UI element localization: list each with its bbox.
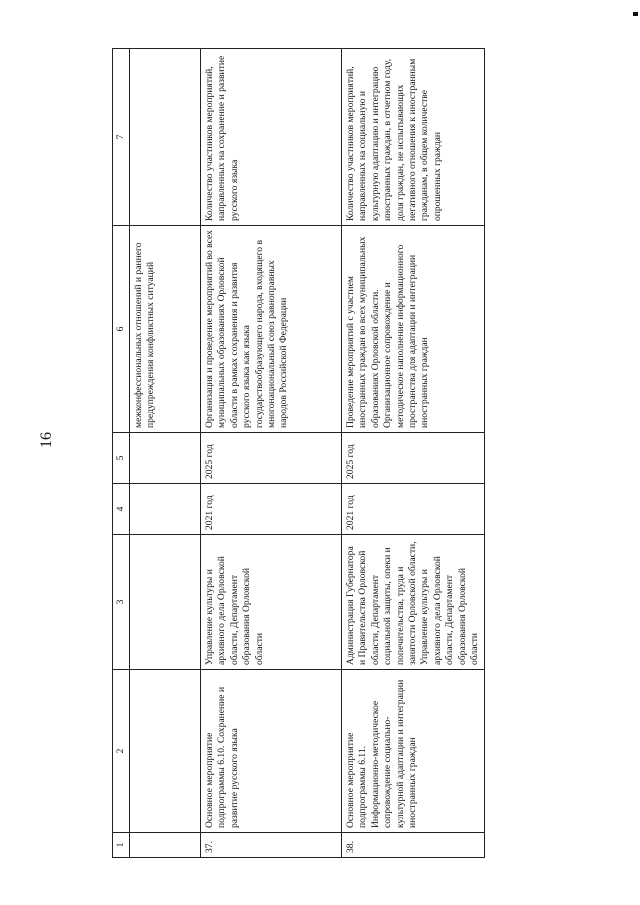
cell-description: межконфессиональных отношений и раннего предупреждения конфликтных ситуаций xyxy=(130,226,201,433)
cell-empty xyxy=(130,433,201,484)
cell-event: Основное мероприятие подпрограммы 6.10. Сохранение и развитие русского языка xyxy=(201,670,342,833)
cell-executor: Управление культуры и архивного дела Орловской области, Департамент образования Орловской области xyxy=(201,535,342,670)
cell-start-year: 2021 год xyxy=(342,484,485,535)
table-row xyxy=(342,49,485,858)
column-header-7: 7 xyxy=(113,49,130,226)
rotated-table-container xyxy=(112,48,481,858)
column-header-1: 1 xyxy=(113,833,130,858)
column-header-5: 5 xyxy=(113,433,130,484)
table-row-continuation xyxy=(130,49,201,858)
cell-executor: Администрация Губернатора и Правительства Орловской области, Департамент социальной защиты, опеки и попечительства, труда и занятости Орловской области, Управление культуры и архивного дела Орловской области, Департамент образования Орловской области xyxy=(342,535,485,670)
cell-number: 38. xyxy=(342,833,485,858)
cell-empty xyxy=(130,535,201,670)
cell-start-year: 2021 год xyxy=(201,484,342,535)
cell-end-year: 2025 год xyxy=(201,433,342,484)
cell-empty xyxy=(130,484,201,535)
column-header-6: 6 xyxy=(113,226,130,433)
table-row xyxy=(201,49,342,858)
column-header-4: 4 xyxy=(113,484,130,535)
column-header-2: 2 xyxy=(113,670,130,833)
cell-indicator: Количество участников мероприятий, направленных на социальную и культурную адаптацию и интеграцию иностранных граждан, в отчетном году, доля граждан, не испытывающих негативного отношения к иностранным гражданам, в общем количестве опрошенных граждан xyxy=(342,49,485,226)
cell-empty xyxy=(130,833,201,858)
cell-event: Основное мероприятие подпрограммы 6.11. Информационно-методическое сопровождение социально-культурной адаптации и интеграции иностранных граждан xyxy=(342,670,485,833)
cell-number: 37. xyxy=(201,833,342,858)
cell-description: Проведение мероприятий с участием иностранных граждан во всех муниципальных образованиях Орловской области. Организационное сопровождение и методическое наполнение информационного пространства для адаптации и интеграции иностранных граждан xyxy=(342,226,485,433)
cell-end-year: 2025 год xyxy=(342,433,485,484)
cell-description: Организация и проведение мероприятий во всех муниципальных образованиях Орловской области в рамках сохранения и развития русского языка как языка государствообразующего народа, входящего в многонациональный союз равноправных народов Российской Федерации xyxy=(201,226,342,433)
cell-empty xyxy=(130,670,201,833)
cell-indicator: Количество участников мероприятий, направленных на сохранение и развитие русского языка xyxy=(201,49,342,226)
column-header-3: 3 xyxy=(113,535,130,670)
header-row xyxy=(113,49,130,858)
program-table xyxy=(112,48,485,858)
page-number: 16 xyxy=(38,432,55,448)
cell-empty xyxy=(130,49,201,226)
scan-edge-mark xyxy=(633,12,638,16)
